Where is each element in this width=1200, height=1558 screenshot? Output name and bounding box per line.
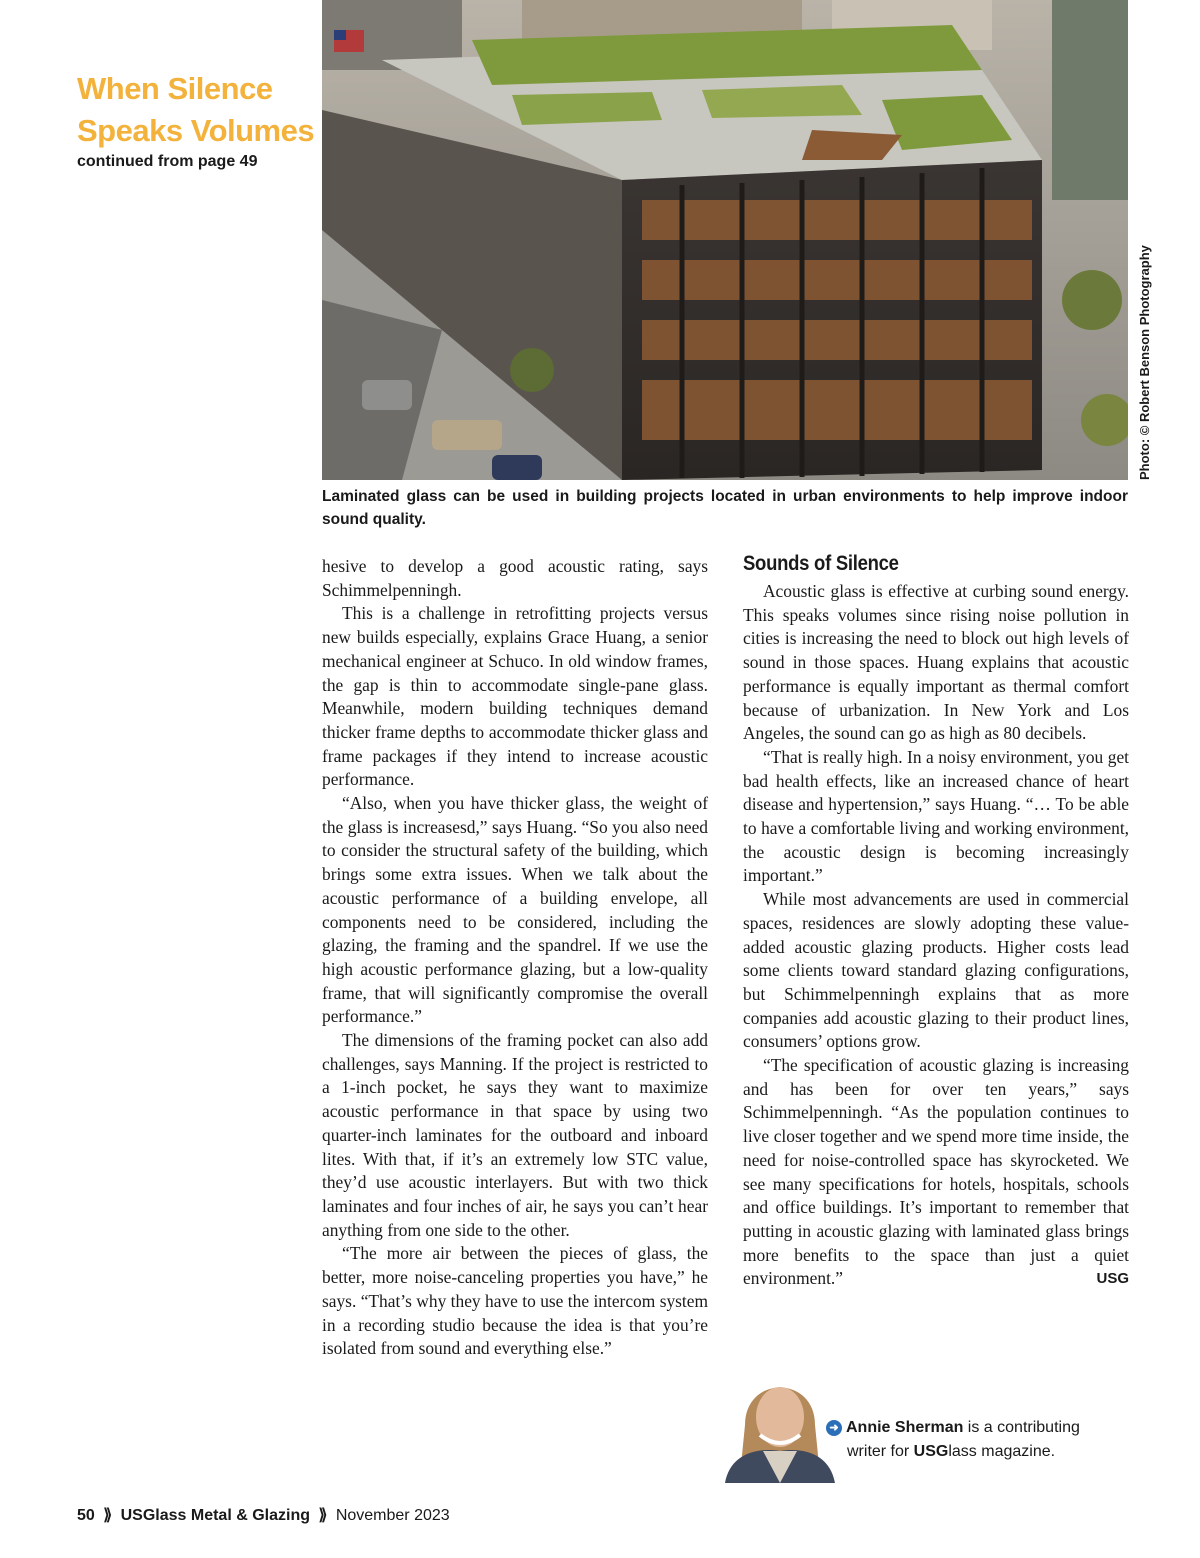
photo-credit: Photo: © Robert Benson Photography xyxy=(1137,245,1152,480)
right-column xyxy=(743,550,1129,1291)
page-footer xyxy=(77,1505,450,1525)
paragraph-last xyxy=(743,1054,1129,1291)
issue-date: November 2023 xyxy=(335,1507,450,1524)
brand-name: USG xyxy=(913,1443,949,1460)
paragraph: The dimensions of the framing pocket can also add challenges, says Manning. If the project is restricted to a 1-inch pocket, he says they want to maximize acoustic performance in that space by using two quarter-inch laminates for the outboard and inboard lites. With that, if it’s an extremely low STC value, they’d use acoustic interlayers. But with two thick laminates and four inches of air, he says you can’t hear anything from one side to the other. xyxy=(322,1030,708,1240)
paragraph: “That is really high. In a noisy environment, you get bad health effects, like an increased chance of heart disease and hypertension,” says Huang. “… To be able to have a comfortable living and working environment, the acoustic design is becoming increasingly important.” xyxy=(743,746,1129,886)
paragraph: Acoustic glass is effective at curbing sound energy. This speaks volumes since rising noise pollution in cities is increasing the need to block out high levels of sound in those spaces. Huang explains that acoustic performance is equally important as thermal comfort because of urbanization. In New York and Los Angeles, the sound can go as high as 80 decibels. xyxy=(743,581,1129,744)
paragraph: This is a challenge in retrofitting projects versus new builds especially, explains Grace Huang, a senior mechanical engineer at Schuco. In old window frames, the gap is thin to accommodate single-pane glass. Meanwhile, modern building techniques demand thicker frame depths to accommodate thicker glass and frame packages if they intend to increase acoustic performance. xyxy=(322,603,708,790)
arrow-right-icon: ➜ xyxy=(826,1420,842,1436)
footer-separator: ⟫ xyxy=(103,1507,113,1524)
bio-line-2 xyxy=(826,1440,1126,1464)
paragraph-text: “The specification of acoustic glazing is increasing and has been for over ten years,” says Schimmelpenningh. “As the population continues to live closer together and we spend more time inside, the need for noise-controlled space has skyrocketed. We see many specifications for hotels, hospitals, schools and office buildings. It’s important to remember that putting in acoustic glazing with laminated glass brings more benefits to the space than just a quiet environment.” xyxy=(743,1055,1129,1289)
bio-line-1 xyxy=(826,1416,1126,1440)
footer-separator: ⟫ xyxy=(318,1507,328,1524)
paragraph: hesive to develop a good acoustic rating, says Schimmelpenningh. xyxy=(322,556,708,600)
bio-text: is a contributing xyxy=(963,1419,1080,1436)
publication-name: USGlass Metal & Glazing xyxy=(120,1507,310,1524)
article-title: When Silence Speaks Volumes xyxy=(77,71,315,148)
author-bio xyxy=(826,1416,1126,1464)
paragraph: “Also, when you have thicker glass, the weight of the glass is increasesd,” says Huang. “So you also need to consider the structural safety of the building, which brings some extra issues. When we talk about the acoustic performance of a building envelope, all components need to be considered, including the glazing, the framing and the spandrel. If we use the high acoustic performance glazing, but a low-quality frame, that will significantly compromise the overall performance.” xyxy=(322,793,708,1027)
paragraph: “The more air between the pieces of glass, the better, more noise-canceling properties you have,” he says. “That’s why they have to use the intercom system in a recording studio because the idea is that you’re isolated from sound and everything else.” xyxy=(322,1243,708,1359)
paragraph: While most advancements are used in commercial spaces, residences are slowly adopting these value-added acoustic glazing products. Higher costs lead some clients toward standard glazing configurations, but Schimmelpenningh explains that as more companies add acoustic glazing to their product lines, consumers’ options grow. xyxy=(743,889,1129,1052)
bio-text: writer for xyxy=(847,1443,914,1460)
page-number: 50 xyxy=(77,1507,95,1524)
photo-caption: Laminated glass can be used in building projects located in urban environments to help improve indoor sound quality. xyxy=(322,488,1128,528)
end-mark: USG xyxy=(1096,1270,1129,1288)
author-name: Annie Sherman xyxy=(846,1419,964,1436)
building-photo xyxy=(322,0,1128,480)
bio-text: lass magazine. xyxy=(948,1443,1056,1460)
section-subhead: Sounds of Silence xyxy=(743,552,899,575)
left-column xyxy=(322,555,708,1361)
continued-note: continued from page 49 xyxy=(77,153,258,170)
